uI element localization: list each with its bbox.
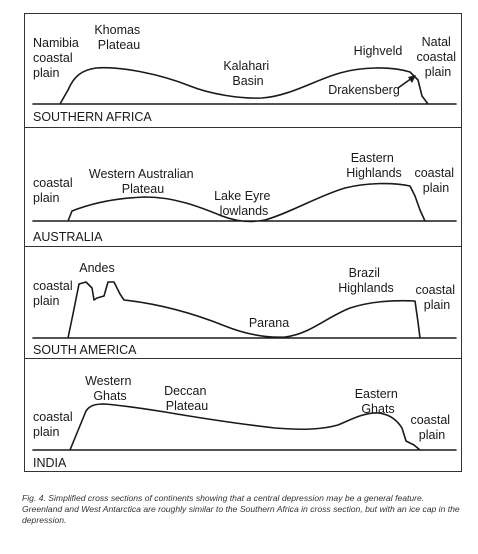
label-namibia-coastal-plain	[33, 36, 82, 80]
label-line: Deccan	[164, 384, 207, 398]
label-line: Natal	[421, 35, 451, 49]
label-south-america-east-coastal-plain	[415, 283, 458, 312]
label-line: Lake Eyre	[214, 189, 271, 203]
label-line: Plateau	[121, 182, 165, 196]
label-line: coastal	[415, 283, 456, 297]
label-australia-west-coastal-plain	[33, 176, 76, 205]
label-line: coastal	[414, 166, 455, 180]
region-label-australia: AUSTRALIA	[33, 230, 103, 244]
label-kalahari-basin	[223, 59, 272, 88]
region-label-india: INDIA	[33, 456, 67, 470]
label-line: plain	[33, 294, 60, 308]
region-label-south-america: SOUTH AMERICA	[33, 343, 137, 357]
label-line: plain	[422, 181, 450, 195]
label-line: Namibia	[33, 36, 79, 50]
label-south-america-west-coastal-plain	[33, 279, 76, 308]
label-line: plain	[424, 65, 452, 79]
label-khomas-plateau	[94, 23, 143, 52]
label-line: lowlands	[219, 204, 269, 218]
region-label-southern-africa: SOUTHERN AFRICA	[33, 110, 152, 124]
label-line: coastal	[33, 279, 73, 293]
label-western-australian-plateau	[89, 167, 197, 196]
label-line: Eastern	[354, 387, 398, 401]
label-line: coastal	[416, 50, 457, 64]
label-line: Brazil	[348, 266, 380, 280]
label-eastern-ghats	[355, 387, 402, 416]
label-line: coastal	[33, 410, 73, 424]
label-lake-eyre-lowlands	[214, 189, 274, 218]
label-line: Ghats	[93, 389, 127, 403]
label-line: plain	[418, 428, 446, 442]
label-line: plain	[33, 425, 60, 439]
label-line: Western Australian	[88, 167, 194, 181]
label-line: Highlands	[338, 281, 394, 295]
drakensberg-arrowhead	[408, 75, 416, 83]
label-india-east-coastal-plain	[410, 413, 453, 442]
label-andes: Andes	[79, 261, 115, 275]
label-line: Western	[85, 374, 132, 388]
label-drakensberg: Drakensberg	[328, 83, 400, 97]
label-western-ghats	[85, 374, 135, 403]
label-india-west-coastal-plain	[33, 410, 76, 439]
label-line: Ghats	[361, 402, 395, 416]
label-natal-coastal-plain	[416, 35, 459, 79]
label-line: Khomas	[94, 23, 141, 37]
label-line: coastal	[33, 176, 73, 190]
panel-india	[33, 374, 456, 470]
label-parana: Parana	[248, 316, 290, 330]
label-line: coastal	[33, 51, 73, 65]
label-line: Highlands	[346, 166, 402, 180]
label-line: Plateau	[97, 38, 141, 52]
label-line: plain	[33, 191, 60, 205]
label-line: Kalahari	[223, 59, 270, 73]
label-australia-east-coastal-plain	[414, 166, 457, 195]
figure-caption: Fig. 4. Simplified cross sections of continents showing that a central depression may be a general feature. Greenland and West Antarctica are roughly similar to the Southern Africa in cross section, but with an ice cap in the depression.	[22, 493, 460, 525]
label-deccan-plateau	[164, 384, 210, 413]
label-eastern-highlands	[346, 151, 402, 180]
label-line: Plateau	[165, 399, 209, 413]
label-line: plain	[33, 66, 60, 80]
label-highveld: Highveld	[353, 44, 403, 58]
panel-southern-africa	[33, 23, 460, 124]
panel-australia	[33, 151, 458, 244]
label-line: Eastern	[350, 151, 394, 165]
label-line: plain	[423, 298, 451, 312]
panel-south-america	[33, 261, 459, 357]
label-line: Basin	[232, 74, 264, 88]
label-line: coastal	[410, 413, 451, 427]
label-brazil-highlands	[338, 266, 394, 295]
